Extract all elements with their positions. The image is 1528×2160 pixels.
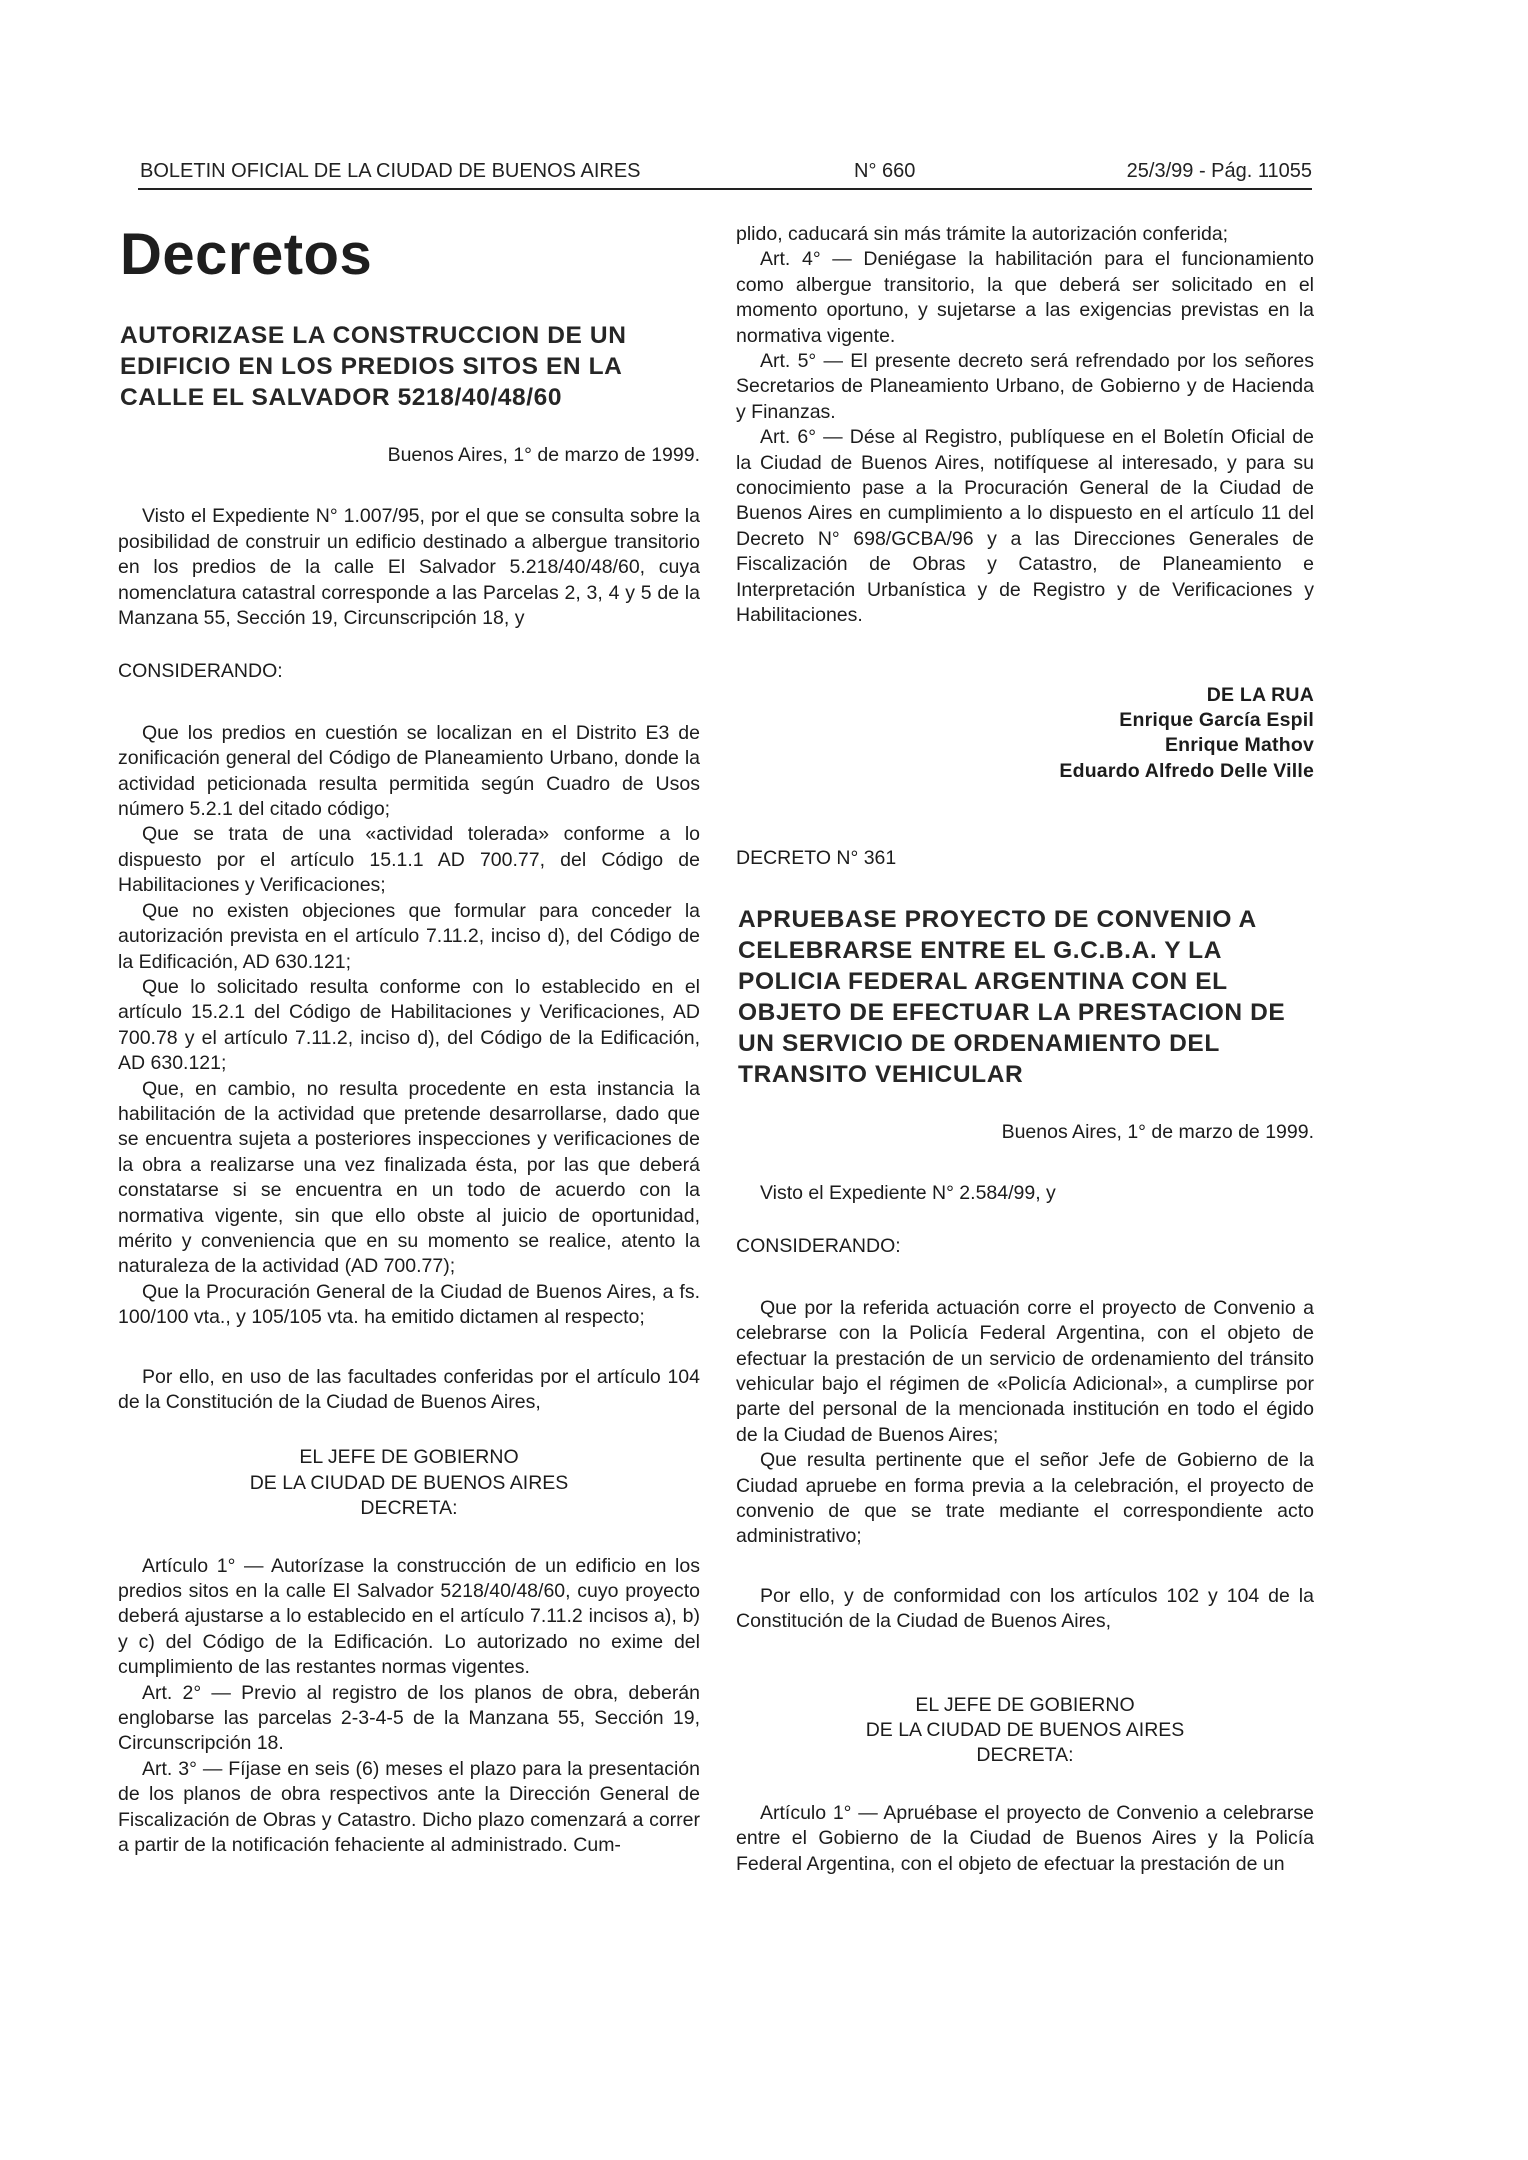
decree2-considerando-2: Que resulta pertinente que el señor Jefe de Gobierno de la Ciudad apruebe en forma previa a la celebración, el proyecto de convenio de que se trate mediante el correspondiente acto administrativo;: [736, 1449, 1314, 1548]
decree2-jefe-line-3: DECRETA:: [976, 1744, 1074, 1767]
issue-number: N° 660: [854, 160, 916, 182]
decree1-decreta-block: [118, 1445, 700, 1521]
decree2-jefe-line-1: EL JEFE DE GOBIERNO: [915, 1693, 1135, 1716]
decree1-article-2: Art. 2° — Previo al registro de los planos de obra, deberán englobarse las parcelas 2-3-4-5 de la Manzana 55, Sección 19, Circunscripción 18.: [118, 1681, 700, 1755]
decree1-jefe-line-1: EL JEFE DE GOBIERNO: [299, 1446, 519, 1469]
decree1-considerando-6: Que la Procuración General de la Ciudad de Buenos Aires, a fs. 100/100 vta., y 105/105 vta. ha emitido dictamen al respecto;: [118, 1280, 700, 1329]
decree2-number: DECRETO N° 361: [736, 847, 897, 870]
decree1-article-4: Art. 4° — Deniégase la habilitación para el funcionamiento como albergue transitorio, la que deberá ser solicitado en el momento oportuno, y sujetarse a las exigencias previstas en la normativa vigente.: [736, 248, 1314, 347]
signature-2: Enrique García Espil: [1119, 708, 1314, 731]
signature-4: Eduardo Alfredo Delle Ville: [1059, 759, 1314, 782]
decree1-article-1: Artículo 1° — Autorízase la construcción de un edificio en los predios sitos en la calle El Salvador 5218/40/48/60, cuyo proyecto deberá ajustarse a lo establecido en el artículo 7.11.2 incisos a), b) y c) del Código de la Edificación. Lo autorizado no exime del cumplimiento de las restantes normas vigentes.: [118, 1554, 700, 1679]
decree1-article-5: Art. 5° — El presente decreto será refrendado por los señores Secretarios de Planeamiento Urbano, de Gobierno y de Hacienda y Finanzas.: [736, 350, 1314, 423]
decree1-considerando-1: Que los predios en cuestión se localizan en el Distrito E3 de zonificación general del Código de Planeamiento Urbano, donde la actividad peticionada resulta permitida según Cuadro de Usos número 5.2.1 del citado código;: [118, 721, 700, 821]
decree2-title: APRUEBASE PROYECTO DE CONVENIO A CELEBRARSE ENTRE EL G.C.B.A. Y LA POLICIA FEDERAL ARGENTINA CON EL OBJETO DE EFECTUAR LA PRESTACION DE UN SERVICIO DE ORDENAMIENTO DEL TRANSITO VEHICULAR: [738, 905, 1286, 1088]
decree2-considerando-1: Que por la referida actuación corre el proyecto de Convenio a celebrarse con la Policía Federal Argentina, con el objeto de efectuar la prestación de un servicio de ordenamiento del tránsito vehicular bajo el régimen de «Policía Adicional», a cumplirse por parte del personal de la mencionada institución en todo el égido de la Ciudad de Buenos Aires;: [736, 1296, 1314, 1446]
decree1-signatures: [736, 683, 1314, 785]
signature-1: DE LA RUA: [1206, 683, 1314, 706]
right-column: [736, 222, 1314, 1877]
decree1-visto: Visto el Expediente N° 1.007/95, por el que se consulta sobre la posibilidad de construir un edificio destinado a albergue transitorio en los predios de la calle El Salvador 5.218/40/48/60, cuya nomenclatura catastral corresponde a las Parcelas 2, 3, 4 y 5 de la Manzana 55, Sección 19, Circunscripción 18, y: [118, 505, 700, 630]
page-header: [138, 160, 1312, 190]
decree1-jefe-line-3: DECRETA:: [360, 1497, 458, 1520]
signature-3: Enrique Mathov: [1164, 734, 1314, 757]
decree1-jefe-line-2: DE LA CIUDAD DE BUENOS AIRES: [249, 1471, 569, 1494]
decree1-considerando-heading: CONSIDERANDO:: [118, 660, 283, 683]
issue-date-page: 25/3/99 - Pág. 11055: [1126, 160, 1312, 182]
decree1-title: AUTORIZASE LA CONSTRUCCION DE UN EDIFICIO EN LOS PREDIOS SITOS EN LA CALLE EL SALVADOR 5218/40/48/60: [120, 322, 627, 411]
decree2-article-1: Artículo 1° — Apruébase el proyecto de Convenio a celebrarse entre el Gobierno de la Ciudad de Buenos Aires y la Policía Federal Argentina, con el objeto de efectuar la prestación de un: [736, 1801, 1314, 1875]
decree2-considerando-heading: CONSIDERANDO:: [736, 1235, 901, 1258]
decree2-decreta-block: [736, 1693, 1314, 1769]
decree1-article-6: Art. 6° — Dése al Registro, publíquese en el Boletín Oficial de la Ciudad de Buenos Aires, notifíquese al interesado, y para su conocimiento pase a la Procuración General de la Ciudad de Buenos Aires en cumplimiento a lo dispuesto en el artículo 11 del Decreto N° 698/GCBA/96 y a las Direcciones Generales de Fiscalización de Obras y Catastro, de Planeamiento e Interpretación Urbanística y de Registro y de Verificaciones y Habilitaciones.: [736, 426, 1314, 627]
decree1-considerando-4: Que lo solicitado resulta conforme con lo establecido en el artículo 15.2.1 del Código de Habilitaciones y Verificaciones, AD 700.78 y el artículo 7.11.2, inciso d), del Código de la Edificación, AD 630.121;: [118, 975, 700, 1075]
decree2-date: Buenos Aires, 1° de marzo de 1999.: [1001, 1120, 1314, 1143]
decree1-por-ello: Por ello, en uso de las facultades conferidas por el artículo 104 de la Constitución de la Ciudad de Buenos Aires,: [118, 1365, 700, 1413]
decree2-jefe-line-2: DE LA CIUDAD DE BUENOS AIRES: [865, 1719, 1185, 1742]
left-column: [118, 222, 700, 1859]
decree1-considerando-5: Que, en cambio, no resulta procedente en esta instancia la habilitación de la actividad que pretende desarrollarse, dado que se encuentra sujeta a posteriores inspecciones y verificaciones de la obra a realizarse una vez finalizada ésta, por las que deberá constatarse si se encuentra en un todo de acuerdo con la normativa vigente, sin que ello obste al juicio de oportunidad, mérito y conveniencia que en su momento se realice, atento la naturaleza de la actividad (AD 700.77);: [118, 1077, 700, 1278]
decree1-considerando-2: Que se trata de una «actividad tolerada» conforme a lo dispuesto por el artículo 15.1.1 AD 700.77, del Código de Habilitaciones y Verificaciones;: [118, 823, 700, 897]
decree1-article-3-cont: plido, caducará sin más trámite la autorización conferida;: [736, 223, 1229, 245]
decree1-article-3: Art. 3° — Fíjase en seis (6) meses el plazo para la presentación de los planos de obra respectivos ante la Dirección General de Fiscalización de Obras y Catastro. Dicho plazo comenzará a correr a partir de la notificación fehaciente al administrado. Cum-: [118, 1757, 700, 1857]
publication-name: BOLETIN OFICIAL DE LA CIUDAD DE BUENOS AIRES: [140, 160, 641, 182]
section-title: Decretos: [120, 222, 373, 287]
decree2-visto: Visto el Expediente N° 2.584/99, y: [760, 1181, 1056, 1204]
decree2-por-ello: Por ello, y de conformidad con los artículos 102 y 104 de la Constitución de la Ciudad de Buenos Aires,: [736, 1584, 1314, 1633]
decree1-considerando-3: Que no existen objeciones que formular para conceder la autorización prevista en el artículo 7.11.2, inciso d), del Código de la Edificación, AD 630.121;: [118, 899, 700, 973]
decree1-date: Buenos Aires, 1° de marzo de 1999.: [387, 444, 700, 466]
